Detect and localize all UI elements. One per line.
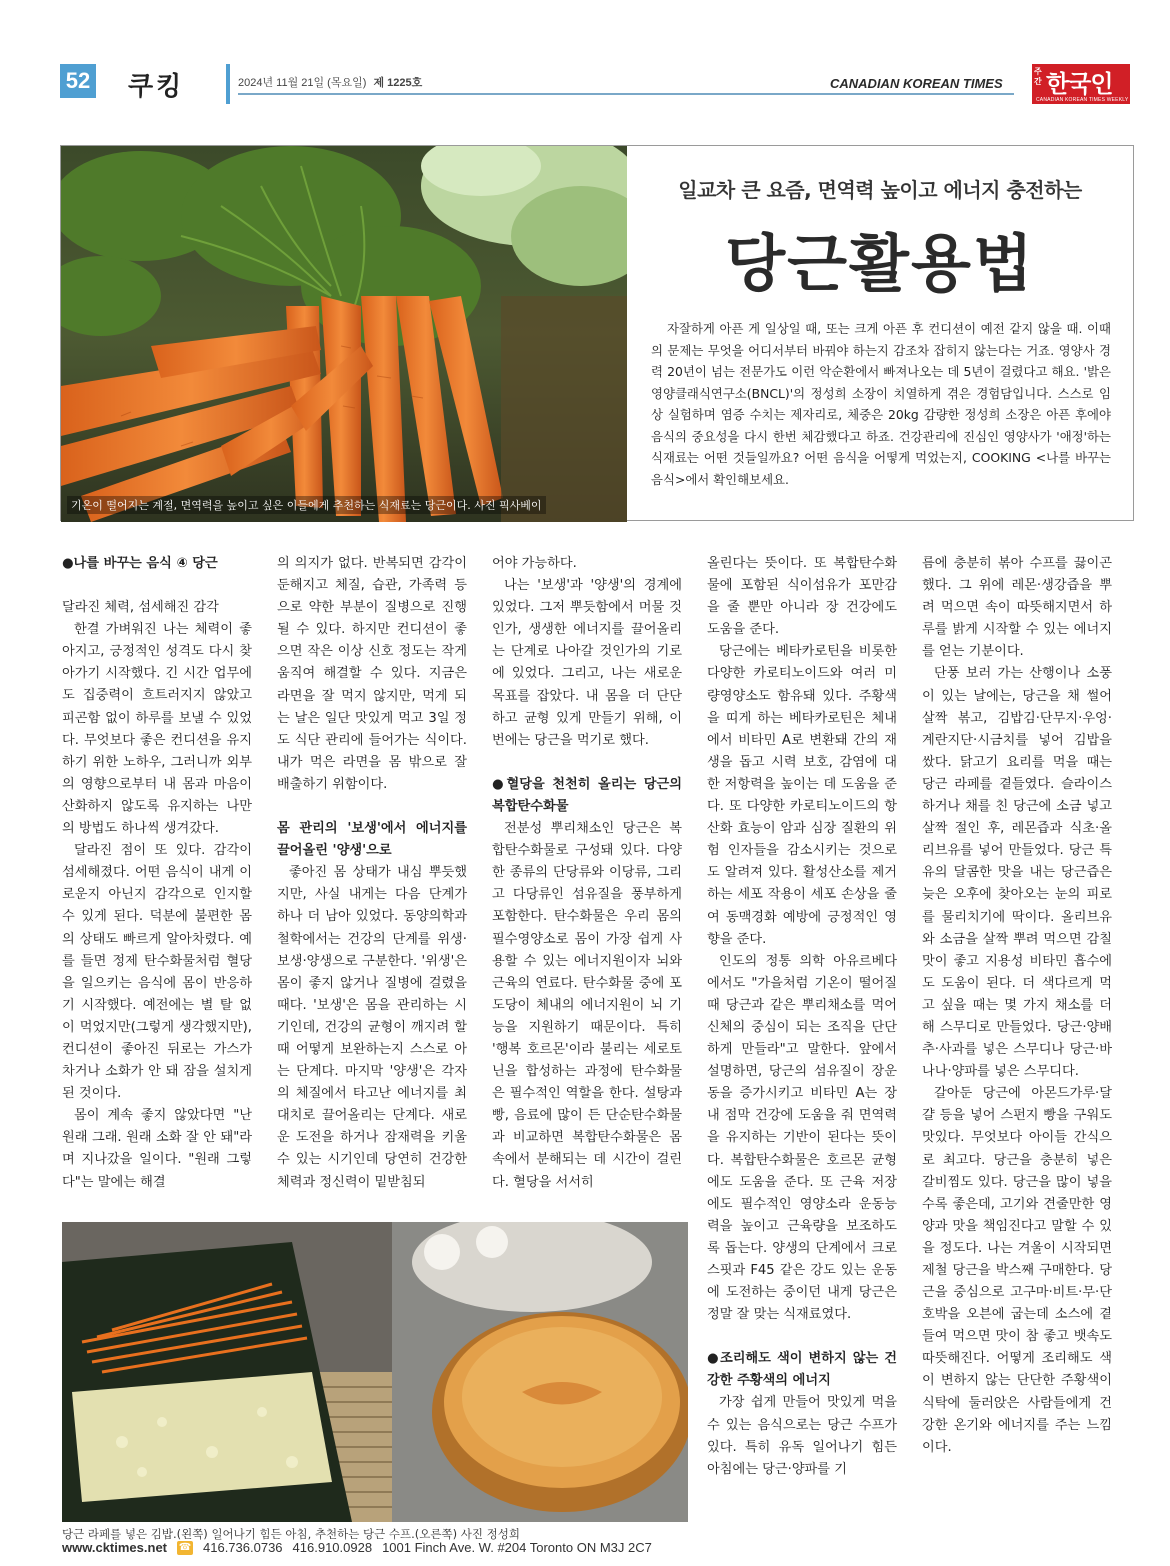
issue-info [238,74,422,90]
footer-website[interactable]: www.cktimes.net [62,1540,167,1555]
lead-paragraph: 자잘하게 아픈 게 일상일 때, 또는 크게 아픈 후 컨디션이 예전 같지 않을 때. 이때의 문제는 무엇을 어디서부터 바꿔야 하는지 감조차 잡히지 않는다는 거죠. 영양사 경력 20년이 넘는 전문가도 이런 악순환에서 빠져나오는 데 5년이 걸렸다고 해요. '밝은영양클래식연구소(BNCL)'의 정성희 소장이 치열하게 겪은 경험담입니다. 스스로 임상 실험하며 염증 수치는 제자리로, 체중은 20kg 감량한 정성희 소장은 아픈 후에야 음식의 중요성을 다시 한번 체감했다고 하죠. 건강관리에 진심인 영양사가 '애정'하는 식재료는 어떤 것들일까요? 어떤 음식을 어떻게 먹었는지, COOKING <나를 바꾸는 음식>에서 확인해보세요. [651,321,1111,487]
footer-phone-1: 416.736.0736 [203,1540,283,1555]
article-text: 달라진 체력, 섬세해진 감각 [62,600,219,616]
paper-logo [1032,64,1130,104]
article-subhead: 몸 관리의 '보생'에서 에너지를 끌어올린 '양생'으로 [277,821,467,859]
article-paragraph: 인도의 정통 의학 아유르베다에서도 "가을처럼 기온이 떨어질 때 당근과 같은 뿌리채소를 먹어 신체의 중심이 되는 조직을 단단하게 만들라"고 말한다. 앞에서 설명하면, 당근의 섬유질이 장운동을 증가시키고 비타민 A는 장내 점막 건강에 도움을 줘 면역력을 유지하는 기반이 된다는 뜻이다. 복합탄수화물은 호르몬 균형에도 도움을 준다. 또 근육 저장에도 필수적인 영양소라 운동능력을 높이고 근육량을 보조하도록 돕는다. 양생의 단계에서 크로스핏과 F45 같은 강도 있는 운동에 도전하는 중이던 내게 당근은 정말 잘 맞는 식재료였다. [707,953,897,1323]
logo-main-text: 한국인 [1046,70,1113,98]
hero-caption: 기온이 떨어지는 계절, 면역력을 높이고 싶은 이들에게 추천하는 식재료는 당근이다. 사진 픽사베이 [67,496,546,514]
article-subhead: ●나를 바꾸는 음식 ④ 당근 [62,556,218,571]
article-subhead: ●조리해도 색이 변하지 않는 건강한 주황색의 에너지 [707,1351,897,1389]
bottom-photo-caption: 당근 라페를 넣은 김밥.(왼쪽) 일어나기 힘든 아침, 추천하는 당근 수프.(오른쪽) 사진 정성희 [62,1527,520,1541]
carrot-hero-photo [61,146,627,522]
page-footer [62,1540,652,1555]
page-number: 52 [60,64,96,98]
footer-address: 1001 Finch Ave. W. #204 Toronto ON M3J 2C7 [382,1540,652,1555]
article-column-3 [492,553,682,1194]
headline: 당근활용법 [725,227,1035,300]
paragraph-gap [277,796,467,818]
issue-date: 2024년 11월 21일 (목요일) [238,77,367,89]
article-paragraph: 몸이 계속 좋지 않았다면 "난 원래 그래. 원래 소화 잘 안 돼"라며 지나갔을 일이다. "원래 그렇다"는 말에는 해결 [62,1108,252,1190]
article-column-5 [922,553,1112,1459]
article-text: 어야 가능하다. [492,556,577,571]
paragraph-gap [707,1326,897,1348]
article-paragraph: 나는 '보생'과 '양생'의 경계에 있었다. 그저 뿌듯함에서 머물 것인가, 생생한 에너지를 끌어올리는 단계로 나아갈 것인가의 기로에 있었다. 그리고, 나는 새로운 목표를 잡았다. 내 몸을 더 단단하고 균형 있게 만들기 위해, 이번에는 당근을 먹기로 했다. [492,578,682,748]
footer-phone-2: 416.910.0928 [292,1540,373,1555]
kicker: 일교차 큰 요즘, 면역력 높이고 에너지 충전하는 [678,178,1082,202]
kimbap-soup-illustration [62,1222,688,1522]
article-subhead: ●혈당을 천천히 올리는 당근의 복합탄수화물 [492,776,682,814]
logo-small-text: 주간 [1034,67,1042,86]
article-text: 의 의지가 없다. 반복되면 감각이 둔해지고 체질, 습관, 가족력 등으로 약한 부분이 질병으로 진행될 수 있다. 하지만 컨디션이 좋으면 작은 이상 신호 정도는 작게 움직여 해결할 수 있다. 지금은 라면을 잘 먹지 않지만, 먹게 되는 날은 일단 맛있게 먹고 3일 정도 식단 관리에 들어가는 식이다. 내가 먹은 라면을 몸 밖으로 잘 배출하기 위함이다. [277,556,467,792]
feature-text [645,146,1125,522]
paper-name: CANADIAN KOREAN TIMES [830,76,1003,91]
article-paragraph: 단풍 보러 가는 산행이나 소풍이 있는 날에는, 당근을 채 썰어 살짝 볶고, 김밥김·단무지·우엉·계란지단·시금치를 넣어 김밥을 쌌다. 닭고기 요리를 먹을 때는 당근 라페를 곁들였다. 슬라이스 하거나 채를 친 당근에 소금 넣고 살짝 절인 후, 레몬즙과 식초·올리브유를 넣어 만들었다. 당근 특유의 달콤한 맛을 내는 당근즙은 늦은 오후에 찾아오는 눈의 피로를 물리치기에 딱이다. 올리브유와 소금을 살짝 뿌려 먹으면 감칠맛이 좋고 지용성 비타민 흡수에도 도움이 된다. 더 색다르게 먹고 싶을 때는 몇 가지 채소를 더해 스무디로 만들었다. 당근·양배추·사과를 넣은 스무디나 당근·바나나·양파를 넣은 스무디다. [922,666,1112,1080]
header-divider [238,93,1014,95]
article-column-1 [62,553,252,1194]
kimbap-soup-photo [62,1222,688,1522]
issue-number: 제 1225호 [373,77,423,89]
page-header [60,64,1130,110]
article-column-4 [707,553,897,1481]
article-paragraph: 당근에는 베타카로틴을 비롯한 다양한 카로티노이드와 여러 미량영양소도 함유돼 있다. 주황색을 띠게 하는 베타카로틴은 체내에서 비타민 A로 변환돼 간의 재생을 돕고 시력 보호, 감염에 대한 저항력을 높이는 데 도움을 준다. 또 다양한 카로티노이드의 항산화 효능이 암과 심장 질환의 위험 인자들을 감소시키는 것으로도 알려져 있다. 활성산소를 제거하는 세포 작용이 세포 손상을 줄여 동맥경화 예방에 긍정적인 영향을 준다. [707,644,897,947]
article-paragraph: 갈아둔 당근에 아몬드가루·달걀 등을 넣어 스펀지 빵을 구워도 맛있다. 무엇보다 아이들 간식으로 최고다. 당근을 충분히 넣은 갈비찜도 있다. 당근을 많이 넣을수록 좋은데, 고기와 견줄만한 영양과 맛을 책임진다고 말할 수 있을 정도다. 나는 겨울이 시작되면 제철 당근을 박스째 구매한다. 당근을 중심으로 고구마·비트·무·단호박을 오븐에 굽는데 소스에 곁들여 먹으면 맛이 참 좋고 뱃속도 따뜻해진다. 어떻게 조리해도 색이 변하지 않는 단단한 주황색이 식탁에 둘러앉은 사람들에게 건강한 온기와 에너지를 주는 느낌이다. [922,1086,1112,1455]
section-title: 쿠킹 [128,72,185,102]
phone-icon: ☎ [178,1541,192,1553]
article-column-2 [277,553,467,1194]
header-accent-bar [226,64,230,104]
paragraph-gap [492,752,682,774]
article-paragraph: 좋아진 몸 상태가 내심 뿌듯했지만, 사실 내게는 다음 단계가 하나 더 남아 있었다. 동양의학과 철학에서는 건강의 단계를 위생·보생·양생으로 구분한다. '위생'은 몸이 좋지 않거나 질병에 걸렸을 때다. '보생'은 몸을 관리하는 시기인데, 건강의 균형이 깨지려 할 때 어떻게 보완하는지 스스로 아는 단계다. 마지막 '양생'은 각자의 체질에서 타고난 에너지를 최대치로 끌어올리는 단계다. 새로운 도전을 하거나 잠재력을 키울 수 있는 시기인데 당연히 건강한 체력과 정신력이 밑받침되 [277,865,467,1190]
article-text: 름에 충분히 볶아 수프를 끓이곤 했다. 그 위에 레몬·생강즙을 뿌려 먹으면 속이 따뜻해지면서 하루를 밝게 시작할 수 있는 에너지를 얻는 기분이다. [922,556,1112,660]
article-paragraph: 가장 쉽게 만들어 맛있게 먹을 수 있는 음식으로는 당근 수프가 있다. 특히 유독 일어나기 힘든 아침에는 당근·양파를 기 [707,1395,897,1477]
article-paragraph: 한결 가벼워진 나는 체력이 좋아지고, 긍정적인 성격도 다시 찾아가기 시작했다. 긴 시간 업무에도 집중력이 흐트러지지 않았고 피곤함 없이 하루를 보낼 수 있었다. 무엇보다 좋은 컨디션을 유지하기 위한 노하우, 그러니까 외부의 영향으로부터 내 몸과 마음이 산화하지 않도록 유지하는 나만의 방법도 하나씩 생겨갔다. [62,622,252,837]
article-paragraph: 전분성 뿌리채소인 당근은 복합탄수화물로 구성돼 있다. 다양한 종류의 단당류와 이당류, 그리고 다당류인 섬유질을 풍부하게 포함한다. 탄수화물은 우리 몸의 필수영양소로 몸이 가장 쉽게 사용할 수 있는 에너지원이자 뇌와 근육의 연료다. 탄수화물 중에 포도당이 체내의 에너지원이 뇌 기능을 지원하기 때문이다. 특히 '행복 호르몬'이라 불리는 세로토닌을 합성하는 과정에 탄수화물은 필수적인 역할을 한다. 설탕과 빵, 음료에 많이 든 단순탄수화물과 비교하면 복합탄수화물은 몸속에서 분해되는 데 시간이 걸린다. 혈당을 서서히 [492,821,682,1190]
paragraph-gap [62,575,252,597]
feature-box [60,145,1134,521]
article-paragraph: 달라진 점이 또 있다. 감각이 섬세해졌다. 어떤 음식이 내게 이로운지 아닌지 감각으로 인지할 수 있게 된다. 덕분에 불편한 몸의 상태도 빠르게 알아차렸다. 예를 들면 정제 탄수화물처럼 혈당을 일으키는 음식에 몸이 반응하기 시작했다. 예전에는 별 탈 없이 먹었지만(그렇게 생각했지만), 컨디션이 좋아진 뒤로는 가스가 차거나 소화가 안 돼 잠을 설치게 된 것이다. [62,843,252,1102]
carrot-illustration [61,146,627,522]
article-text: 올린다는 뜻이다. 또 복합탄수화물에 포함된 식이섬유가 포만감을 줄 뿐만 아니라 장 건강에도 도움을 준다. [707,556,897,638]
logo-sub-text: CANADIAN KOREAN TIMES WEEKLY [1036,97,1129,103]
